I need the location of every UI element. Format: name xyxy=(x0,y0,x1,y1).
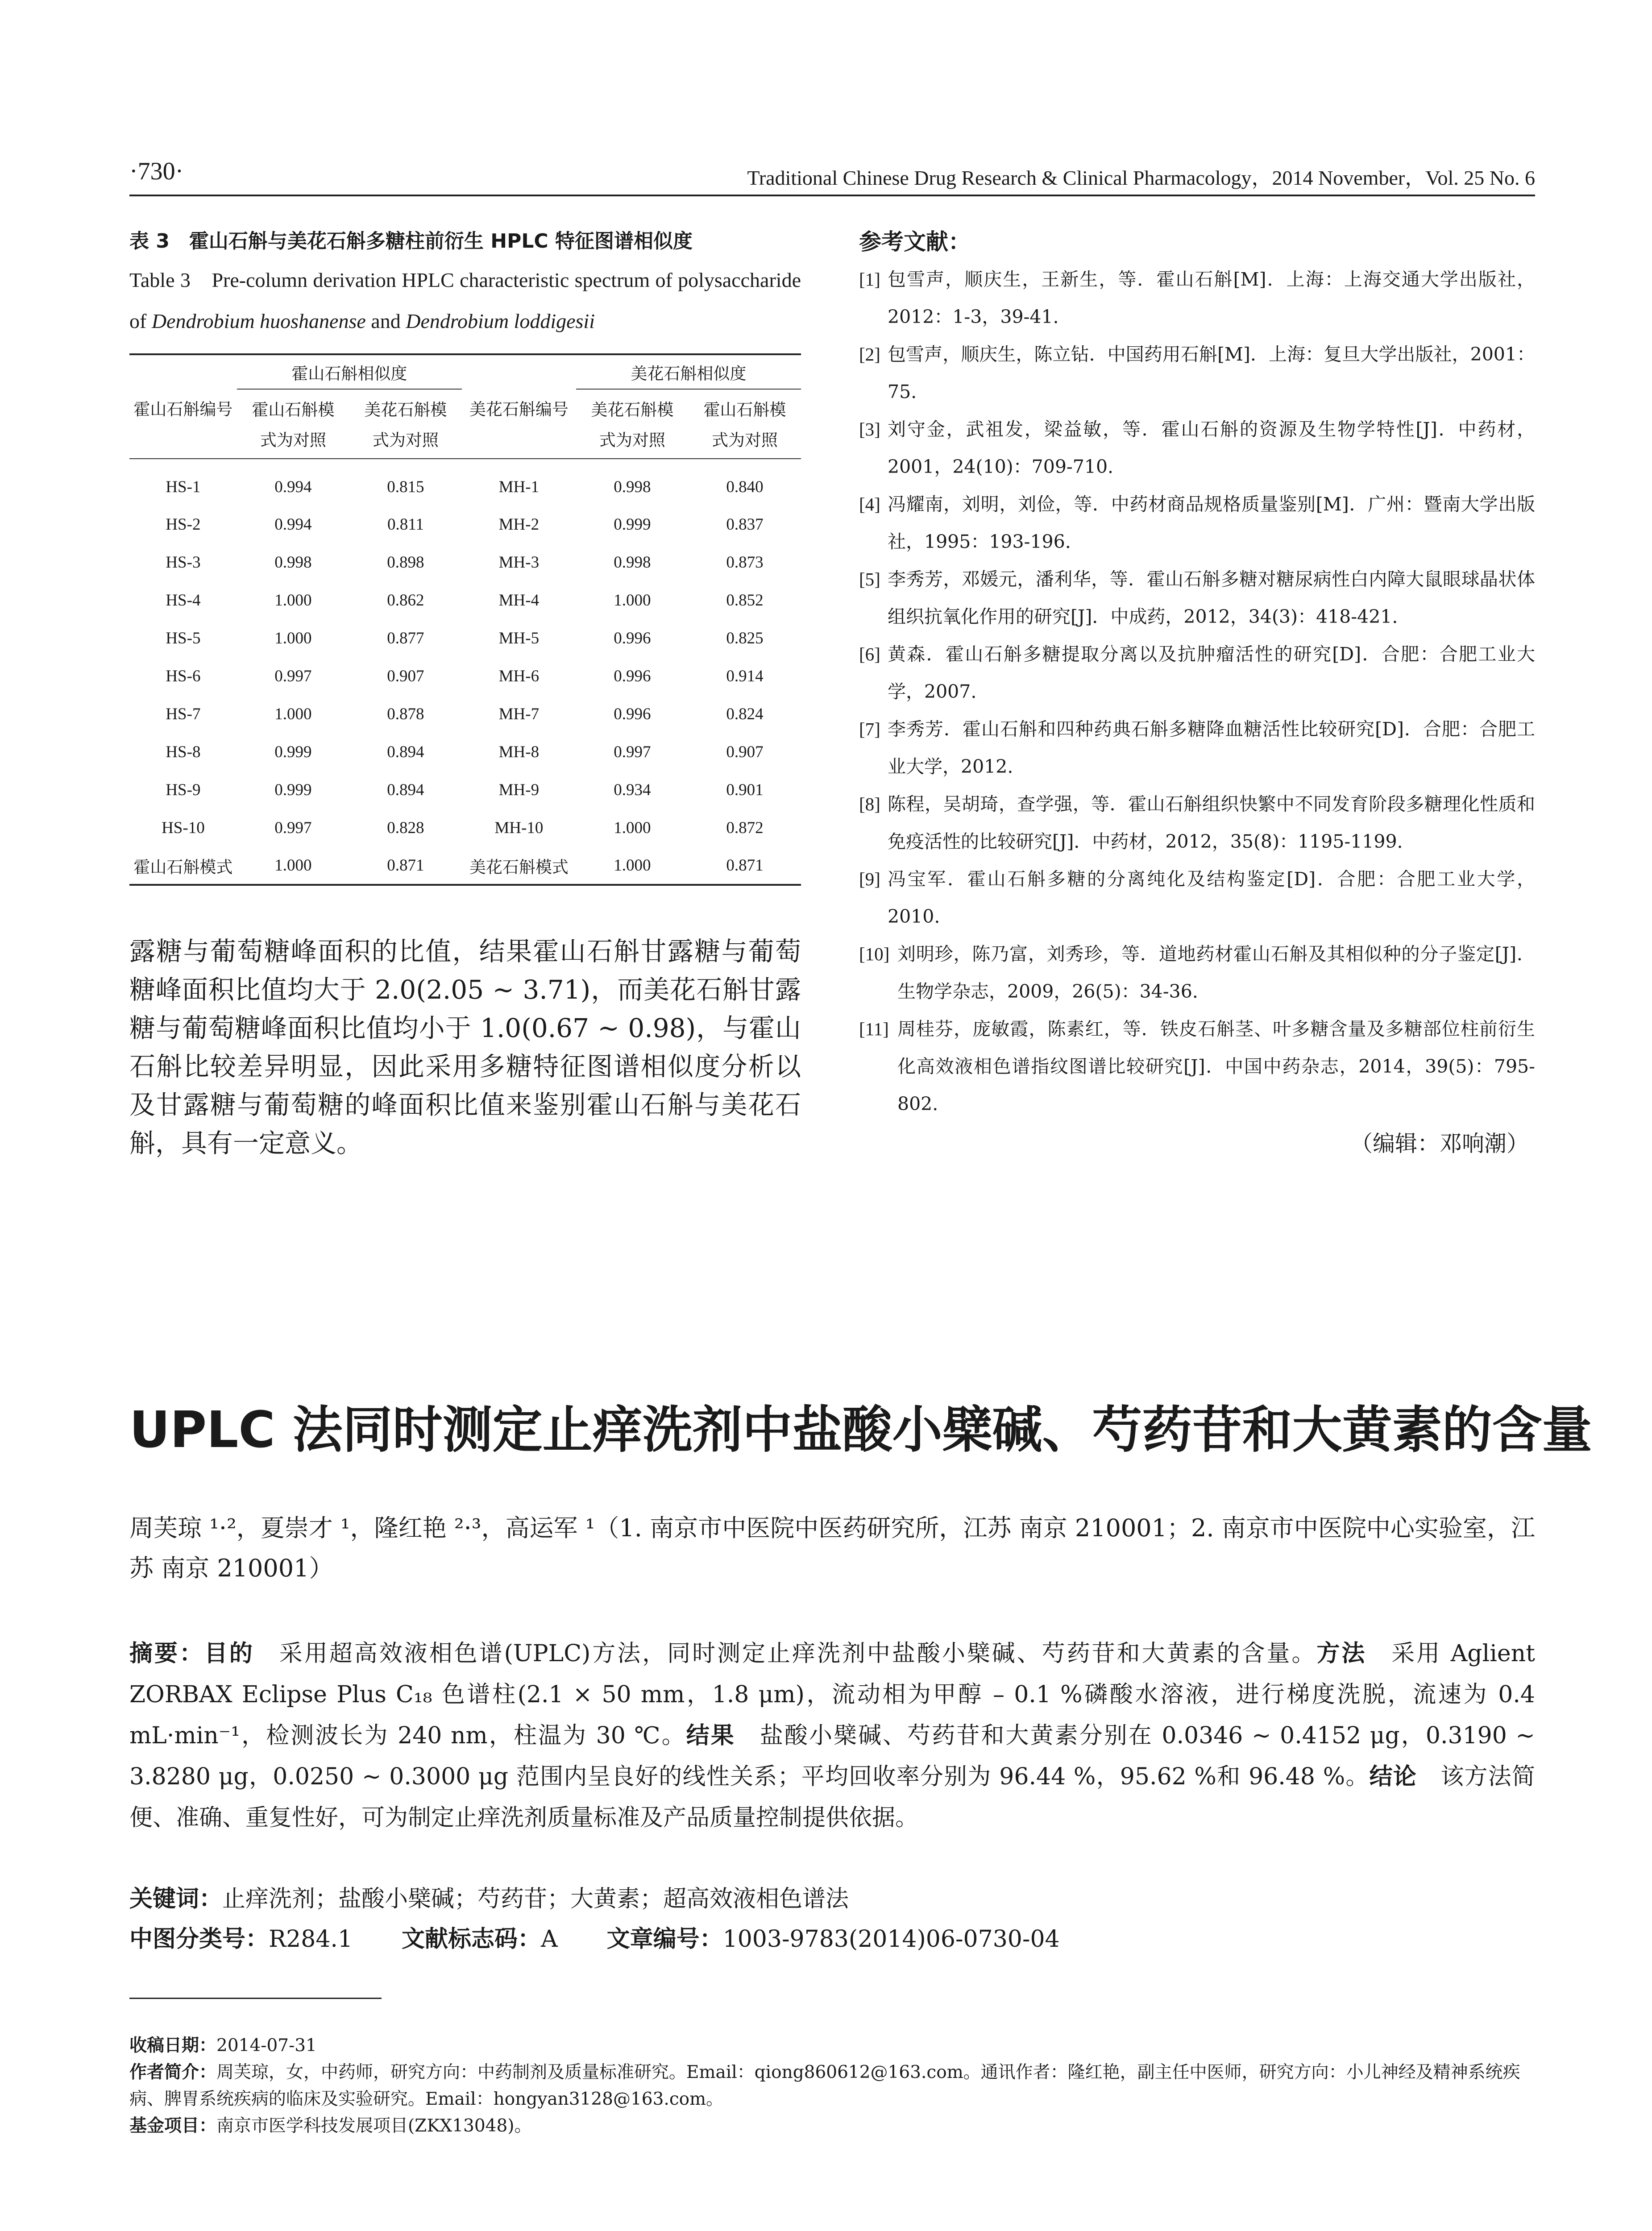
table-cell: 0.873 xyxy=(726,553,764,572)
abstract xyxy=(129,1633,1535,1838)
reference-item xyxy=(859,935,1535,1010)
table-cell: 0.878 xyxy=(387,705,424,723)
footnote-rule xyxy=(129,1998,382,1999)
table-row xyxy=(129,771,801,809)
table-row xyxy=(129,695,801,733)
table-cell: 0.996 xyxy=(614,667,651,685)
reference-text: 包雪声，顺庆生，王新生，等．霍山石斛[M]．上海：上海交通大学出版社，2012：1-3，39-41. xyxy=(888,269,1535,328)
table-cell: 0.871 xyxy=(349,847,462,885)
table-row xyxy=(129,459,801,506)
col-hs-vs-hs-2: 式为对照 xyxy=(260,431,326,450)
caption-species-2: Dendrobium loddigesii xyxy=(406,310,595,332)
table-row xyxy=(129,543,801,581)
table-cell: 0.997 xyxy=(614,743,651,761)
caption-species-1: Dendrobium huoshanense xyxy=(151,310,366,332)
table-cell: 0.825 xyxy=(726,629,764,647)
table-cell: MH-6 xyxy=(498,667,540,685)
table-cell: 0.907 xyxy=(726,743,764,761)
col-mh-vs-mh-2: 式为对照 xyxy=(599,431,665,450)
table-cell: MH-7 xyxy=(498,705,540,723)
table-cell: MH-10 xyxy=(494,819,544,837)
keywords xyxy=(129,1879,1535,1920)
table-cell: 0.999 xyxy=(274,743,312,761)
reference-text: 黄森．霍山石斛多糖提取分离以及抗肿瘤活性的研究[D]．合肥：合肥工业大学，2007. xyxy=(888,643,1535,702)
table-cell: 0.862 xyxy=(387,591,424,610)
table-cell: 0.994 xyxy=(274,477,312,496)
keywords-label: 关键词： xyxy=(129,1886,223,1912)
table-cell: MH-9 xyxy=(498,781,540,799)
classification-line xyxy=(129,1919,1535,1960)
table-cell: 1.000 xyxy=(274,705,312,723)
table-cell: MH-4 xyxy=(498,591,540,610)
table-cell: 0.996 xyxy=(614,629,651,647)
table-row xyxy=(129,506,801,543)
left-column xyxy=(129,223,822,1162)
table-cell: 0.997 xyxy=(274,667,312,685)
author-info-line xyxy=(129,2059,1535,2113)
table-cell: 0.898 xyxy=(387,553,424,572)
editor-note: （编辑：邓响潮） xyxy=(1350,1131,1529,1157)
table-cell: HS-9 xyxy=(166,781,201,799)
table-row xyxy=(129,733,801,771)
table-cell: 1.000 xyxy=(614,819,651,837)
reference-number: [7] xyxy=(859,719,880,739)
reference-number: [10] xyxy=(859,944,890,964)
table-cell: 0.828 xyxy=(387,819,424,837)
table-caption-en xyxy=(129,260,822,342)
objective-text: 采用超高效液相色谱(UPLC)方法，同时测定止痒洗剂中盐酸小檗碱、芍药苷和大黄素的含量。 xyxy=(254,1640,1317,1667)
table-cell: 0.894 xyxy=(387,781,424,799)
results-label: 结果 xyxy=(686,1722,735,1749)
group-mh-header: 美花石斛相似度 xyxy=(576,354,801,389)
received-line xyxy=(129,2032,1535,2059)
table-cell: 0.934 xyxy=(614,781,651,799)
page-number: ·730· xyxy=(129,158,184,185)
reference-text: 李秀芳，邓媛元，潘利华，等．霍山石斛多糖对糖尿病性白内障大鼠眼球晶状体组织抗氧化作用的研究[J]．中成药，2012，34(3)：418-421. xyxy=(888,568,1535,627)
reference-text: 陈程，吴胡琦，查学强，等．霍山石斛组织快繁中不同发育阶段多糖理化性质和免疫活性的比较研究[J]．中药材，2012，35(8)：1195-1199. xyxy=(888,793,1535,852)
table-cell: HS-5 xyxy=(166,629,201,647)
table-cell: 0.811 xyxy=(387,515,424,534)
reference-number: [3] xyxy=(859,419,880,440)
method-label: 方法 xyxy=(1316,1640,1367,1667)
reference-number: [1] xyxy=(859,269,880,290)
fund-label: 基金项目： xyxy=(129,2116,217,2136)
col-hs-vs-mh: 美花石斛模 xyxy=(364,401,447,419)
table-cell: HS-7 xyxy=(166,705,201,723)
reference-list xyxy=(859,261,1535,1123)
reference-number: [5] xyxy=(859,569,880,589)
reference-item xyxy=(859,635,1535,710)
footnotes xyxy=(129,2032,1535,2140)
table-cell: 0.852 xyxy=(726,591,764,610)
table-cell: 0.872 xyxy=(726,819,764,837)
table-cell: 1.000 xyxy=(274,629,312,647)
reference-item xyxy=(859,485,1535,560)
reference-text: 周桂芬，庞敏霞，陈素红，等．铁皮石斛茎、叶多糖含量及多糖部位柱前衍生化高效液相色谱指纹图谱比较研究[J]．中国中药杂志，2014，39(5)：795-802. xyxy=(897,1018,1535,1115)
reference-item xyxy=(859,860,1535,935)
caption-and: and xyxy=(365,310,406,332)
table-row xyxy=(129,657,801,695)
reference-item xyxy=(859,560,1535,635)
right-column xyxy=(859,223,1535,1163)
table-cell: 0.815 xyxy=(387,477,424,496)
table-cell: 0.894 xyxy=(387,743,424,761)
table-cell: HS-8 xyxy=(166,743,201,761)
table-cell: 1.000 xyxy=(237,847,349,885)
table-cell: 0.997 xyxy=(274,819,312,837)
table-cell: 0.877 xyxy=(387,629,424,647)
table-cell: 0.994 xyxy=(274,515,312,534)
col-mh-id: 美花石斛编号 xyxy=(469,401,569,419)
reference-text: 冯耀南，刘明，刘俭，等．中药材商品规格质量鉴别[M]．广州：暨南大学出版社，1995：193-196. xyxy=(888,493,1535,552)
table-cell: HS-4 xyxy=(166,591,201,610)
author-info: 周芙琼，女，中药师，研究方向：中药制剂及质量标准研究。Email：qiong860612@163.com。通讯作者：隆红艳，副主任中医师，研究方向：小儿神经及精神系统疾病、脾胃系统疾病的临床及实验研究。Email：hongyan3128@163.com。 xyxy=(129,2062,1520,2109)
objective-label: 目的 xyxy=(204,1640,254,1667)
table-row xyxy=(129,619,801,657)
table-cell: 0.998 xyxy=(614,553,651,572)
table-cell: 0.824 xyxy=(726,705,764,723)
table-cell: 0.998 xyxy=(274,553,312,572)
reference-item xyxy=(859,261,1535,336)
left-body-text: 露糖与葡萄糖峰面积的比值，结果霍山石斛甘露糖与葡萄糖峰面积比值均大于 2.0(2.05 ~ 3.71)，而美花石斛甘露糖与葡萄糖峰面积比值均小于 1.0(0.67 ~ 0.98)，与霍山石斛比较差异明显，因此采用多糖特征图谱相似度分析以及甘露糖与葡萄糖的峰面积比值来鉴别霍山石斛与美花石斛，具有一定意义。 xyxy=(129,936,801,1158)
table-cell: HS-1 xyxy=(166,477,201,496)
results-text: 盐酸小檗碱、芍药苷和大黄素分别在 0.0346 ~ 0.4152 μg，0.3190 ~ 3.8280 μg，0.0250 ~ 0.3000 μg 范围内呈良好的线性关系；平均回收率分别为 96.44 %，95.62 %和 96.48 %。 xyxy=(129,1722,1535,1790)
abstract-label: 摘要： xyxy=(129,1640,204,1667)
col-mh-vs-hs-2: 式为对照 xyxy=(711,431,778,450)
fund-info: 南京市医学科技发展项目(ZKX13048)。 xyxy=(216,2116,532,2136)
table-cell: 1.000 xyxy=(614,591,651,610)
table-cell: MH-3 xyxy=(498,553,540,572)
article-no-label: 文章编号： xyxy=(606,1926,723,1953)
header-rule xyxy=(129,195,1535,196)
table-cell: HS-3 xyxy=(166,553,201,572)
table-cell: 霍山石斛模式 xyxy=(129,847,237,885)
running-head: Traditional Chinese Drug Research & Clinical Pharmacology，2014 November，Vol. 25 No. 6 xyxy=(747,166,1535,189)
clc-label: 中图分类号： xyxy=(129,1926,269,1953)
authors-affiliations: 周芙琼 ¹·²，夏崇才 ¹，隆红艳 ²·³，高运军 ¹（1. 南京市中医院中医药研究所，江苏 南京 210001；2. 南京市中医院中心实验室，江苏 南京 210001） xyxy=(129,1514,1535,1582)
table-cell: 1.000 xyxy=(576,847,689,885)
table-cell: 1.000 xyxy=(274,591,312,610)
conclusion-text: 该方法简便、准确、重复性好，可为制定止痒洗剂质量标准及产品质量控制提供依据。 xyxy=(129,1763,1535,1831)
reference-number: [11] xyxy=(859,1019,889,1039)
reference-item xyxy=(859,785,1535,860)
table-row xyxy=(129,847,801,885)
table-cell: MH-1 xyxy=(498,477,540,496)
table-cell: 0.998 xyxy=(614,477,651,496)
table-row xyxy=(129,809,801,847)
received-date: 2014-07-31 xyxy=(216,2036,317,2056)
table-cell: 0.901 xyxy=(726,781,764,799)
table-cell: 0.837 xyxy=(726,515,764,534)
table-row xyxy=(129,581,801,619)
table-cell: MH-5 xyxy=(498,629,540,647)
table-cell: 0.914 xyxy=(726,667,764,685)
reference-text: 包雪声，顺庆生，陈立钻．中国药用石斛[M]．上海：复旦大学出版社，2001：75. xyxy=(888,344,1535,402)
col-hs-id: 霍山石斛编号 xyxy=(133,401,233,419)
col-hs-vs-hs: 霍山石斛模 xyxy=(252,401,335,419)
article-no-value: 1003-9783(2014)06-0730-04 xyxy=(722,1926,1060,1953)
table-cell: HS-6 xyxy=(166,667,201,685)
table-cell: MH-2 xyxy=(498,515,540,534)
reference-item xyxy=(859,336,1535,411)
table-cell: 0.999 xyxy=(614,515,651,534)
reference-item xyxy=(859,710,1535,785)
article-title: UPLC 法同时测定止痒洗剂中盐酸小檗碱、芍药苷和大黄素的含量 xyxy=(129,1401,1592,1459)
author-info-label: 作者简介： xyxy=(129,2062,217,2082)
fund-line xyxy=(129,2113,1535,2140)
reference-number: [2] xyxy=(859,344,880,365)
references-title: 参考文献： xyxy=(859,229,971,255)
conclusion-label: 结论 xyxy=(1369,1763,1417,1790)
table-cell: 0.907 xyxy=(387,667,424,685)
similarity-table xyxy=(129,353,801,886)
doc-code-value: A xyxy=(541,1926,558,1953)
col-mh-vs-hs: 霍山石斛模 xyxy=(703,401,786,419)
clc-value: R284.1 xyxy=(269,1926,353,1953)
table-cell: MH-8 xyxy=(498,743,540,761)
table-cell: 0.996 xyxy=(614,705,651,723)
keywords-text: 止痒洗剂；盐酸小檗碱；芍药苷；大黄素；超高效液相色谱法 xyxy=(222,1886,849,1912)
table-body xyxy=(129,459,801,885)
table-cell: 0.871 xyxy=(689,847,801,885)
method-text: 采用 Aglient ZORBAX Eclipse Plus C₁₈ 色谱柱(2.1 × 50 mm，1.8 μm)，流动相为甲醇 – 0.1 %磷酸水溶液，进行梯度洗脱，流速为 0.4 mL·min⁻¹，检测波长为 240 nm，柱温为 30 ℃。 xyxy=(129,1640,1535,1749)
reference-item xyxy=(859,411,1535,485)
col-hs-vs-mh-2: 式为对照 xyxy=(372,431,439,450)
reference-item xyxy=(859,1010,1535,1123)
reference-text: 冯宝军．霍山石斛多糖的分离纯化及结构鉴定[D]．合肥：合肥工业大学，2010. xyxy=(888,868,1535,927)
received-label: 收稿日期： xyxy=(129,2036,217,2056)
table-cell: 美花石斛模式 xyxy=(462,847,576,885)
table-cell: HS-10 xyxy=(162,819,205,837)
col-mh-vs-mh: 美花石斛模 xyxy=(591,401,674,419)
doc-code-label: 文献标志码： xyxy=(402,1926,541,1953)
reference-number: [4] xyxy=(859,494,880,514)
table-caption-cn: 表 3 霍山石斛与美花石斛多糖柱前衍生 HPLC 特征图谱相似度 xyxy=(129,230,693,253)
reference-text: 刘守金，武祖发，梁益敏，等．霍山石斛的资源及生物学特性[J]．中药材，2001，24(10)：709-710. xyxy=(888,419,1535,477)
reference-text: 刘明珍，陈乃富，刘秀珍，等．道地药材霍山石斛及其相似种的分子鉴定[J]．生物学杂志，2009，26(5)：34-36. xyxy=(897,943,1535,1002)
caption-en-prefix: Table 3 Pre-column derivation HPLC characteristic spectrum of polysaccharide of xyxy=(129,269,822,332)
reference-text: 李秀芳．霍山石斛和四种药典石斛多糖降血糖活性比较研究[D]．合肥：合肥工业大学，2012. xyxy=(888,718,1535,777)
reference-number: [9] xyxy=(859,869,880,889)
reference-number: [6] xyxy=(859,644,880,664)
table-cell: 0.840 xyxy=(726,477,764,496)
table-cell: 0.999 xyxy=(274,781,312,799)
reference-number: [8] xyxy=(859,794,880,814)
table-cell: HS-2 xyxy=(166,515,201,534)
group-hs-header: 霍山石斛相似度 xyxy=(237,354,462,389)
